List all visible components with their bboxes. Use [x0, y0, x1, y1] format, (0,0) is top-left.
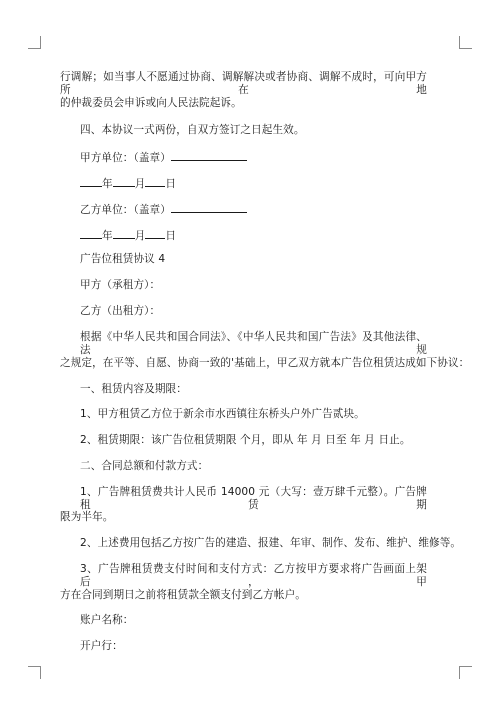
- month-blank: [113, 228, 135, 239]
- clause-item: 2、租赁期限：该广告位租赁期限 个月，即从 年 月 日至 年 月 日止。: [80, 434, 411, 446]
- month-label: 月: [134, 230, 146, 242]
- clause-item: 1、广告牌租赁费共计人民币 14000 元（大写：壹万肆千元整）。广告牌租赁期: [80, 486, 427, 511]
- party-b-signature-line: [80, 202, 247, 217]
- paragraph-line: 限为半年。: [60, 511, 114, 523]
- year-label: 年: [102, 178, 113, 190]
- agreement-title: 广告位租赁协议 4: [80, 253, 166, 265]
- clause-item: 2、上述费用包括乙方按广告的建造、报建、年审、制作、发布、维护、维修等。: [80, 537, 462, 549]
- party-a-lessee: 甲方（承租方）：: [80, 279, 161, 291]
- party-a-signature-line: [80, 150, 247, 165]
- date-line-a: [80, 176, 176, 191]
- year-blank: [80, 228, 102, 239]
- clause-item: 3、广告牌租赁费支付时间和支付方式：乙方按甲方要求将广告画面上架后，甲: [80, 563, 427, 588]
- month-blank: [113, 176, 135, 187]
- day-blank: [145, 228, 165, 239]
- year-label: 年: [102, 230, 113, 242]
- clause-four: 四、本协议一式两份，自双方签订之日起生效。: [80, 124, 305, 136]
- crop-mark-top-right: [459, 36, 472, 49]
- account-name-label: 账户名称：: [80, 614, 134, 626]
- bank-label: 开户行：: [80, 640, 123, 652]
- month-label: 月: [134, 178, 146, 190]
- paragraph-line: 的仲裁委员会申诉或向人民法院起诉。: [60, 97, 242, 109]
- day-blank: [145, 176, 165, 187]
- section-one-heading: 一、租赁内容及期限：: [80, 383, 187, 395]
- paragraph-line: 之规定，在平等、自愿、协商一致的'基础上，甲乙双方就本广告位租赁达成如下协议：: [60, 357, 470, 369]
- paragraph-line: 根据《中华人民共和国合同法》、《中华人民共和国广告法》及其他法律、法规: [80, 331, 427, 356]
- paragraph-line: 方在合同到期日之前将租赁款全额支付到乙方帐户。: [60, 589, 306, 601]
- party-b-lessor: 乙方（出租方）：: [80, 305, 161, 317]
- crop-mark-top-left: [28, 36, 41, 49]
- crop-mark-bottom-right: [459, 666, 472, 679]
- paragraph-line: 行调解；如当事人不愿通过协商、调解解决或者协商、调解不成时，可向甲方所在地: [60, 71, 427, 96]
- date-line-b: [80, 228, 176, 243]
- signature-blank: [171, 202, 247, 213]
- signature-blank: [171, 150, 247, 161]
- clause-item: 1、甲方租赁乙方位于新余市水西镇往东桥头户外广告贰块。: [80, 408, 365, 420]
- day-label: 日: [165, 230, 177, 242]
- party-a-unit-label: 甲方单位：（盖章）: [80, 152, 171, 164]
- crop-mark-bottom-left: [28, 666, 41, 679]
- party-b-unit-label: 乙方单位：（盖章）: [80, 204, 171, 216]
- section-two-heading: 二、合同总额和付款方式：: [80, 460, 209, 472]
- year-blank: [80, 176, 102, 187]
- day-label: 日: [165, 178, 177, 190]
